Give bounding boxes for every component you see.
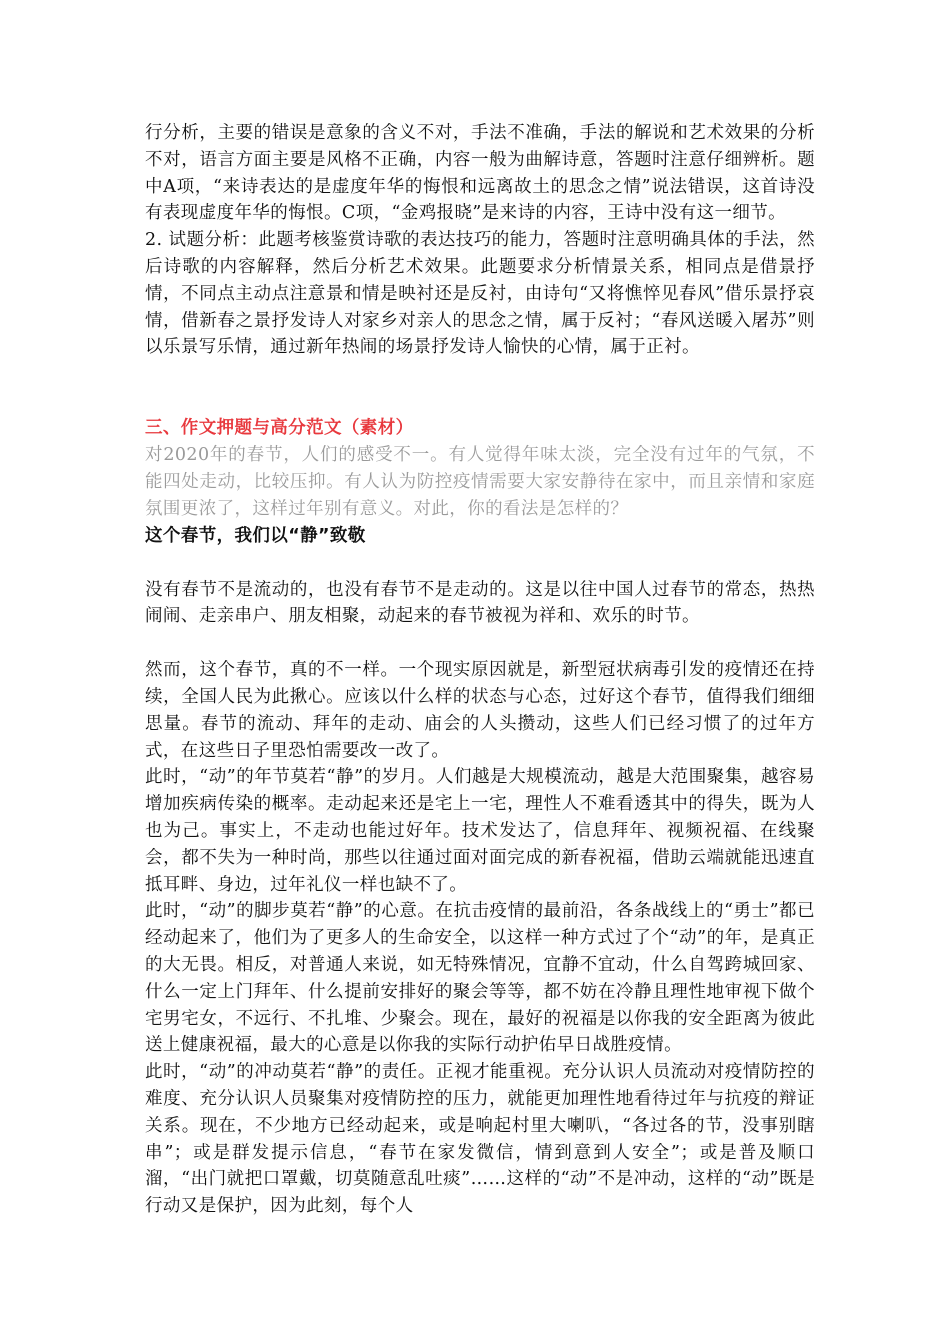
analysis-paragraph-2: 2. 试题分析：此题考核鉴赏诗歌的表达技巧的能力，答题时注意明确具体的手法，然后诗歌的内容解释，然后分析艺术效果。此题要求分析情景关系，相同点是借景抒情，不同点主动点注意景和情是映衬还是反衬，由诗句“又将憔悴见春风”借乐景抒哀情，借新春之景抒发诗人对家乡对亲人的思念之情，属于反衬；“春风送暖入屠苏”则以乐景写乐情，通过新年热闹的场景抒发诗人愉快的心情，属于正衬。 xyxy=(145,230,815,358)
essay-paragraph-4: 此时，“动”的脚步莫若“静”的心意。在抗击疫情的最前沿，各条战线上的“勇士”都已经动起来了，他们为了更多人的生命安全，以这样一种方式过了个“动”的年，是真正的大无畏。相反，对普通人来说，如无特殊情况，宜静不宜动，什么自驾跨城回家、什么一定上门拜年、什么提前安排好的聚会等等，都不妨在冷静且理性地审视下做个宅男宅女，不远行、不扎堆、少聚会。现在，最好的祝福是以你我的安全距离为彼此送上健康祝福，最大的心意是以你我的实际行动护佑早日战胜疫情。 xyxy=(145,901,815,1056)
essay-paragraph-1: 没有春节不是流动的，也没有春节不是走动的。这是以往中国人过春节的常态，热热闹闹、走亲串户、朋友相聚，动起来的春节被视为祥和、欢乐的时节。 xyxy=(145,579,815,627)
essay-paragraph-5: 此时，“动”的冲动莫若“静”的责任。正视才能重视。充分认识人员流动对疫情防控的难度、充分认识人员聚集对疫情防控的压力，就能更加理性地看待过年与抗疫的辩证关系。现在，不少地方已经动起来，或是响起村里大喇叭，“各过各的节，没事别瞎串”；或是群发提示信息，“春节在家发微信，情到意到人安全”；或是普及顺口溜，“出门就把口罩戴，切莫随意乱吐痰”……这样的“动”不是冲动，这样的“动”既是行动又是保护，因为此刻，每个人 xyxy=(145,1062,815,1217)
analysis-paragraph-1: 行分析，主要的错误是意象的含义不对，手法不准确，手法的解说和艺术效果的分析不对，语言方面主要是风格不正确，内容一般为曲解诗意，答题时注意仔细辨析。题中A项，“来诗表达的是虚度年华的悔恨和远离故土的思念之情”说法错误，这首诗没有表现虚度年华的悔恨。C项，“金鸡报晓”是来诗的内容，王诗中没有这一细节。 xyxy=(145,123,815,224)
section-heading: 三、作文押题与高分范文（素材） xyxy=(145,418,414,439)
spacer xyxy=(145,630,815,657)
essay-paragraph-2: 然而，这个春节，真的不一样。一个现实原因就是，新型冠状病毒引发的疫情还在持续，全国人民为此揪心。应该以什么样的状态与心态，过好这个春节，值得我们细细思量。春节的流动、拜年的走动、庙会的人头攒动，这些人们已经习惯了的过年方式，在这些日子里恐怕需要改一改了。 xyxy=(145,660,815,761)
spacer xyxy=(145,550,815,577)
document-page xyxy=(145,120,815,1220)
essay-paragraph-3: 此时，“动”的年节莫若“静”的岁月。人们越是大规模流动，越是大范围聚集，越容易增加疾病传染的概率。走动起来还是宅上一宅，理性人不难看透其中的得失，既为人也为己。事实上，不走动也能过好年。技术发达了，信息拜年、视频祝福、在线聚会，都不失为一种时尚，那些以往通过面对面完成的新春祝福，借助云端就能迅速直抵耳畔、身边，过年礼仪一样也缺不了。 xyxy=(145,767,815,895)
spacer xyxy=(145,361,815,415)
essay-title: 这个春节，我们以“静”致敬 xyxy=(145,525,366,546)
essay-prompt: 对2020年的春节，人们的感受不一。有人觉得年味太淡，完全没有过年的气氛，不能四处走动，比较压抑。有人认为防控疫情需要大家安静待在家中，而且亲情和家庭氛围更浓了，这样过年别有意义。对此，你的看法是怎样的？ xyxy=(145,445,815,519)
